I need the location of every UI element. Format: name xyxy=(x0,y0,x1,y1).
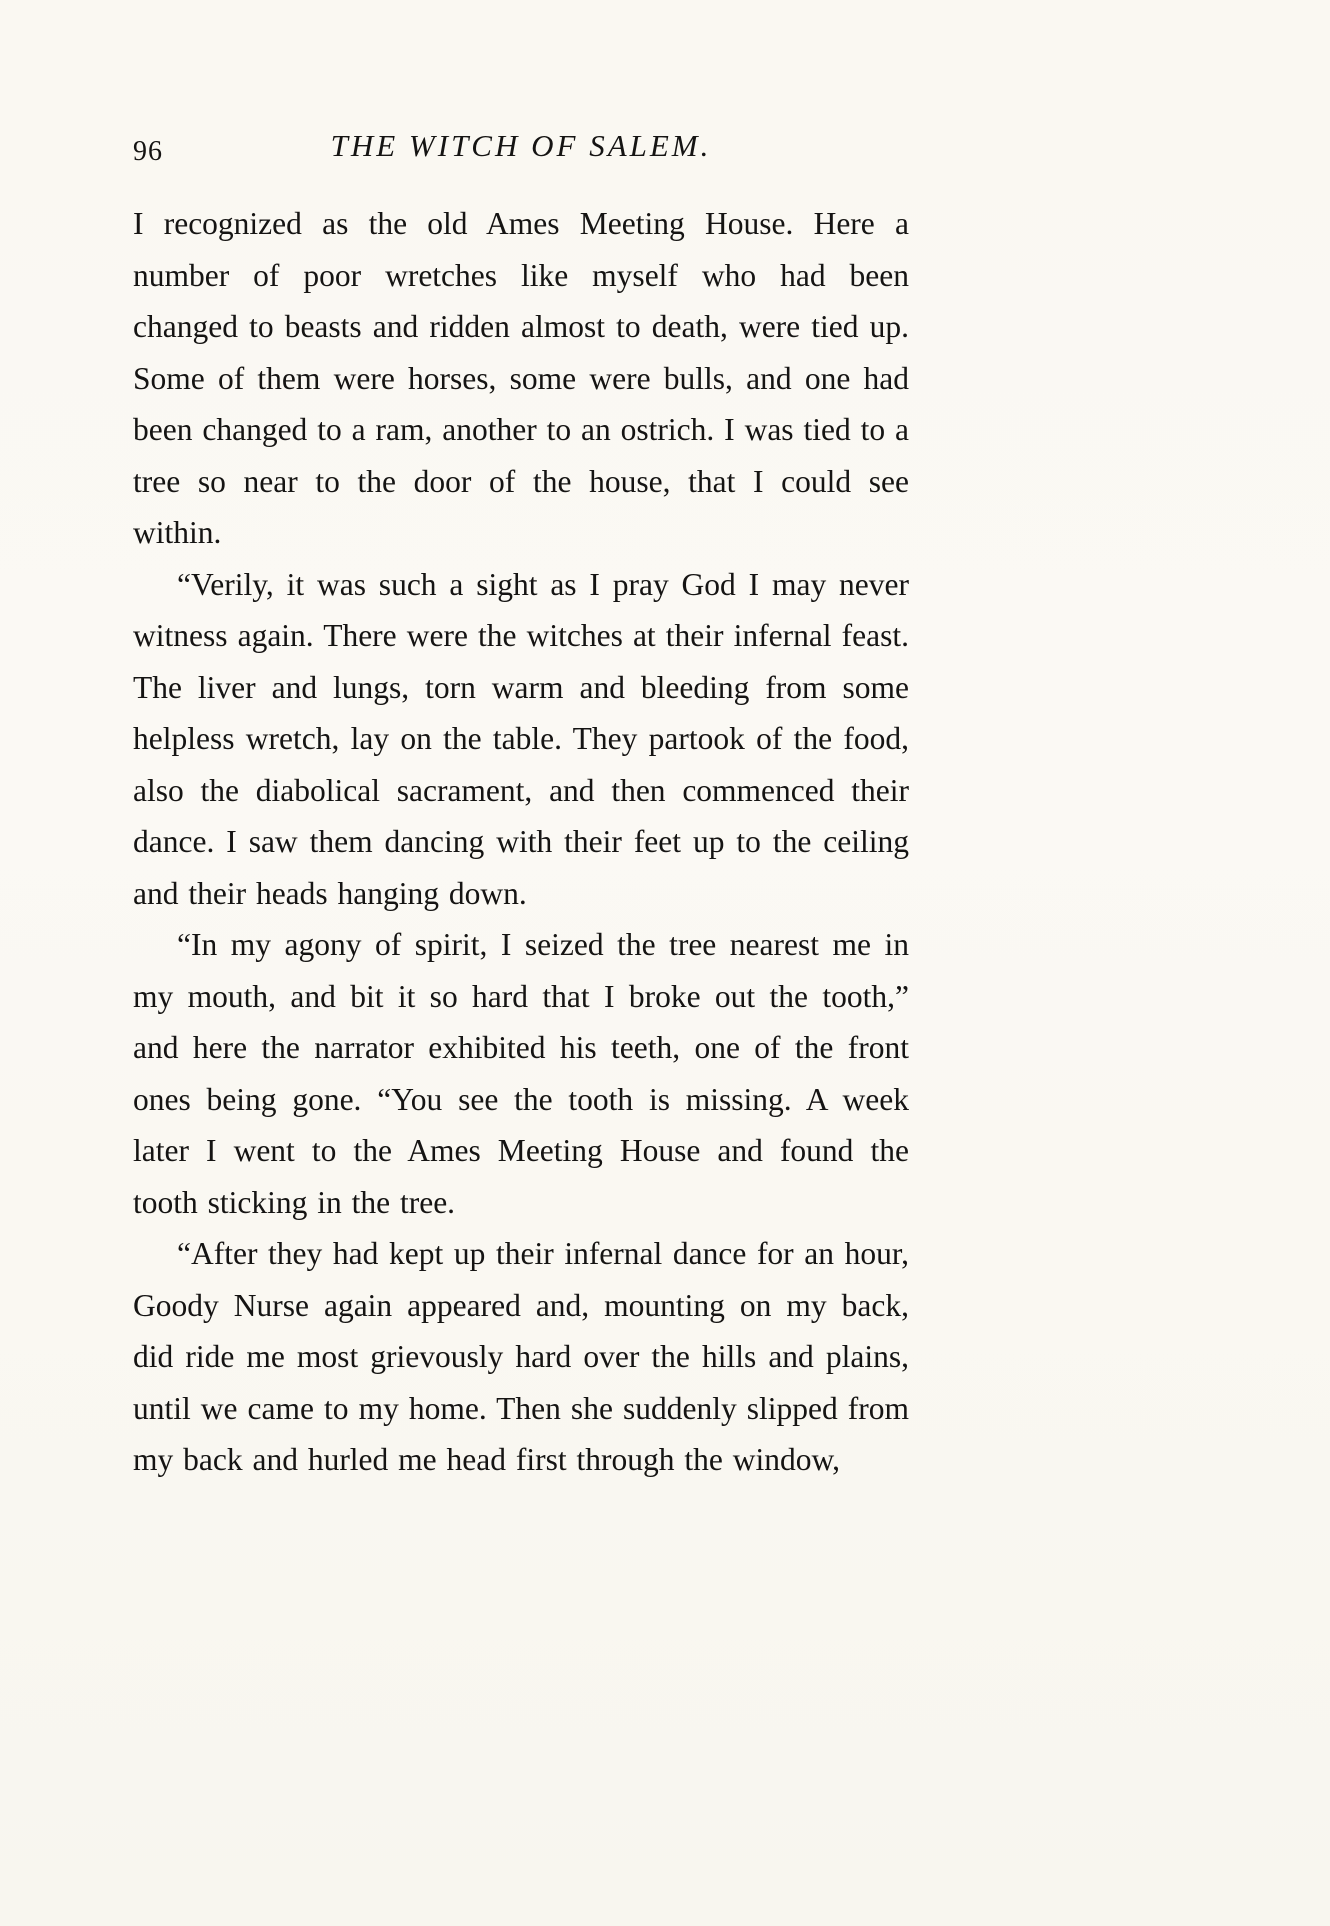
paragraph: “After they had kept up their infernal dance for an hour, Goody Nurse again appeared and, mounting on my back, did ride me most grievously hard over the hills and plains, until we came to my home. Then she suddenly slipped from my back and hurled me head first through the window, xyxy=(133,1236,909,1477)
running-title: THE WITCH OF SALEM. xyxy=(330,128,712,163)
page-header xyxy=(133,128,909,180)
paragraph: I recognized as the old Ames Meeting House. Here a number of poor wretches like myself who had been changed to beasts and ridden almost to death, were tied up. Some of them were horses, some were bulls, and one had been changed to a ram, another to an ostrich. I was tied to a tree so near to the door of the house, that I could see within. xyxy=(133,206,909,550)
paragraph: “In my agony of spirit, I seized the tree nearest me in my mouth, and bit it so hard that I broke out the tooth,” and here the narrator exhibited his teeth, one of the front ones being gone. “You see the tooth is missing. A week later I went to the Ames Meeting House and found the tooth sticking in the tree. xyxy=(133,927,909,1220)
page-number: 96 xyxy=(133,136,163,167)
paragraph: “Verily, it was such a sight as I pray God I may never witness again. There were the witches at their infernal feast. The liver and lungs, torn warm and bleeding from some helpless wretch, lay on the table. They partook of the food, also the diabolical sacrament, and then commenced their dance. I saw them dancing with their feet up to the ceiling and their heads hanging down. xyxy=(133,566,909,911)
text-block xyxy=(133,128,909,1486)
body-text xyxy=(133,198,909,1486)
